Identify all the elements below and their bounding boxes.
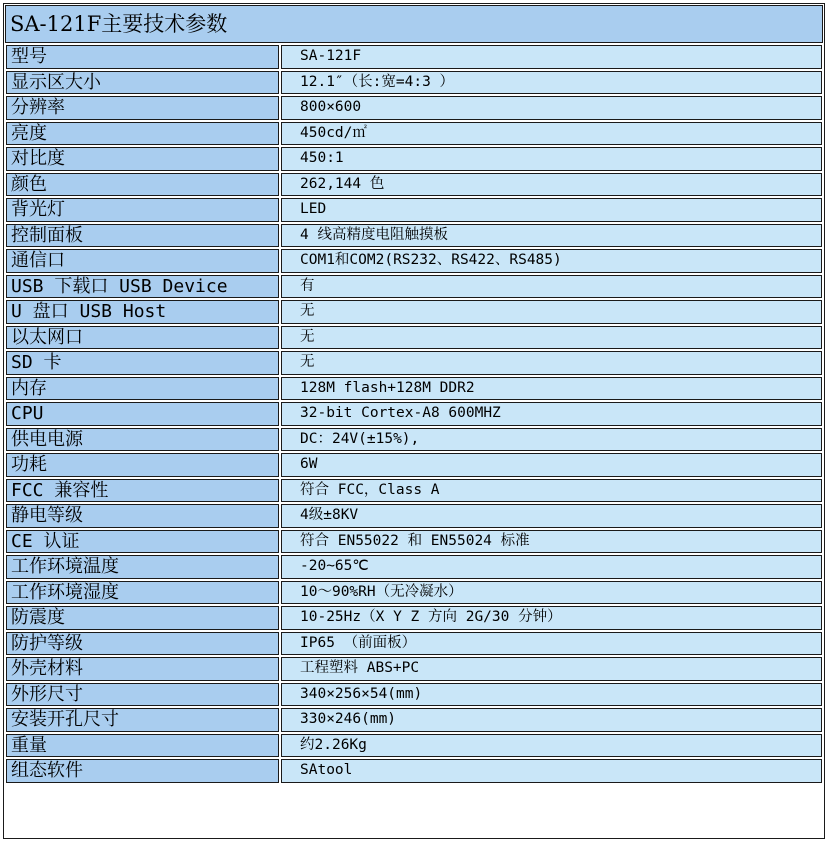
spec-label: 供电电源 [6, 428, 279, 452]
spec-value: 约2.26Kg [281, 734, 822, 758]
table-row [6, 504, 822, 528]
table-row [6, 147, 822, 171]
spec-label: 静电等级 [6, 504, 279, 528]
spec-label: 防护等级 [6, 632, 279, 656]
table-row [6, 377, 822, 401]
spec-value: 10-25Hz（X Y Z 方向 2G/30 分钟） [281, 606, 822, 630]
spec-value: 330×246(mm) [281, 708, 822, 732]
table-row [6, 479, 822, 503]
sheet-title: SA-121F主要技术参数 [5, 5, 823, 43]
spec-value: SAtool [281, 759, 822, 783]
spec-value: 无 [281, 351, 822, 375]
spec-label: CPU [6, 402, 279, 426]
spec-value: 6W [281, 453, 822, 477]
spec-value: -20~65℃ [281, 555, 822, 579]
table-row [6, 555, 822, 579]
table-row [6, 71, 822, 95]
spec-label: 内存 [6, 377, 279, 401]
spec-value: SA-121F [281, 45, 822, 69]
spec-value: 符合 EN55022 和 EN55024 标准 [281, 530, 822, 554]
spec-value: 450:1 [281, 147, 822, 171]
spec-label: 控制面板 [6, 224, 279, 248]
table-row [6, 402, 822, 426]
table-row [6, 275, 822, 299]
spec-value: 无 [281, 300, 822, 324]
spec-value: 12.1″（长:宽=4:3 ） [281, 71, 822, 95]
spec-value: 128M flash+128M DDR2 [281, 377, 822, 401]
table-row [6, 453, 822, 477]
spec-value: 340×256×54(mm) [281, 683, 822, 707]
spec-label: 重量 [6, 734, 279, 758]
table-row [6, 759, 822, 783]
spec-value: 4级±8KV [281, 504, 822, 528]
spec-label: 背光灯 [6, 198, 279, 222]
spec-value: LED [281, 198, 822, 222]
table-row [6, 708, 822, 732]
spec-value: COM1和COM2(RS232、RS422、RS485) [281, 249, 822, 273]
spec-label: FCC 兼容性 [6, 479, 279, 503]
spec-label: 显示区大小 [6, 71, 279, 95]
spec-label: 亮度 [6, 122, 279, 146]
table-row [6, 173, 822, 197]
table-row [6, 428, 822, 452]
table-row [6, 734, 822, 758]
spec-value: 符合 FCC，Class A [281, 479, 822, 503]
spec-label: USB 下载口 USB Device [6, 275, 279, 299]
table-row [6, 198, 822, 222]
spec-value: 无 [281, 326, 822, 350]
table-row [6, 683, 822, 707]
table-row [6, 300, 822, 324]
spec-value: DC：24V(±15%), [281, 428, 822, 452]
table-row [6, 351, 822, 375]
spec-table [4, 43, 824, 785]
spec-value: 10～90%RH（无冷凝水） [281, 581, 822, 605]
spec-label: 颜色 [6, 173, 279, 197]
table-row [6, 581, 822, 605]
spec-label: 外形尺寸 [6, 683, 279, 707]
spec-sheet [3, 3, 825, 839]
spec-label: 分辨率 [6, 96, 279, 120]
table-row [6, 530, 822, 554]
spec-label: 功耗 [6, 453, 279, 477]
spec-label: 对比度 [6, 147, 279, 171]
spec-label: U 盘口 USB Host [6, 300, 279, 324]
table-row [6, 326, 822, 350]
spec-value: 800×600 [281, 96, 822, 120]
spec-value: 4 线高精度电阻触摸板 [281, 224, 822, 248]
table-row [6, 224, 822, 248]
table-row [6, 249, 822, 273]
spec-label: 工作环境湿度 [6, 581, 279, 605]
table-row [6, 632, 822, 656]
spec-label: 安装开孔尺寸 [6, 708, 279, 732]
table-row [6, 122, 822, 146]
spec-label: 防震度 [6, 606, 279, 630]
spec-value: 450cd/㎡ [281, 122, 822, 146]
spec-label: 通信口 [6, 249, 279, 273]
spec-label: CE 认证 [6, 530, 279, 554]
table-row [6, 657, 822, 681]
table-row [6, 96, 822, 120]
spec-value: 有 [281, 275, 822, 299]
spec-label: SD 卡 [6, 351, 279, 375]
spec-label: 组态软件 [6, 759, 279, 783]
spec-value: 32-bit Cortex-A8 600MHZ [281, 402, 822, 426]
spec-value: 262,144 色 [281, 173, 822, 197]
spec-value: 工程塑料 ABS+PC [281, 657, 822, 681]
spec-value: IP65 （前面板） [281, 632, 822, 656]
spec-label: 外壳材料 [6, 657, 279, 681]
spec-label: 工作环境温度 [6, 555, 279, 579]
spec-label: 型号 [6, 45, 279, 69]
table-row [6, 45, 822, 69]
table-row [6, 606, 822, 630]
spec-table-body [6, 45, 822, 783]
spec-label: 以太网口 [6, 326, 279, 350]
